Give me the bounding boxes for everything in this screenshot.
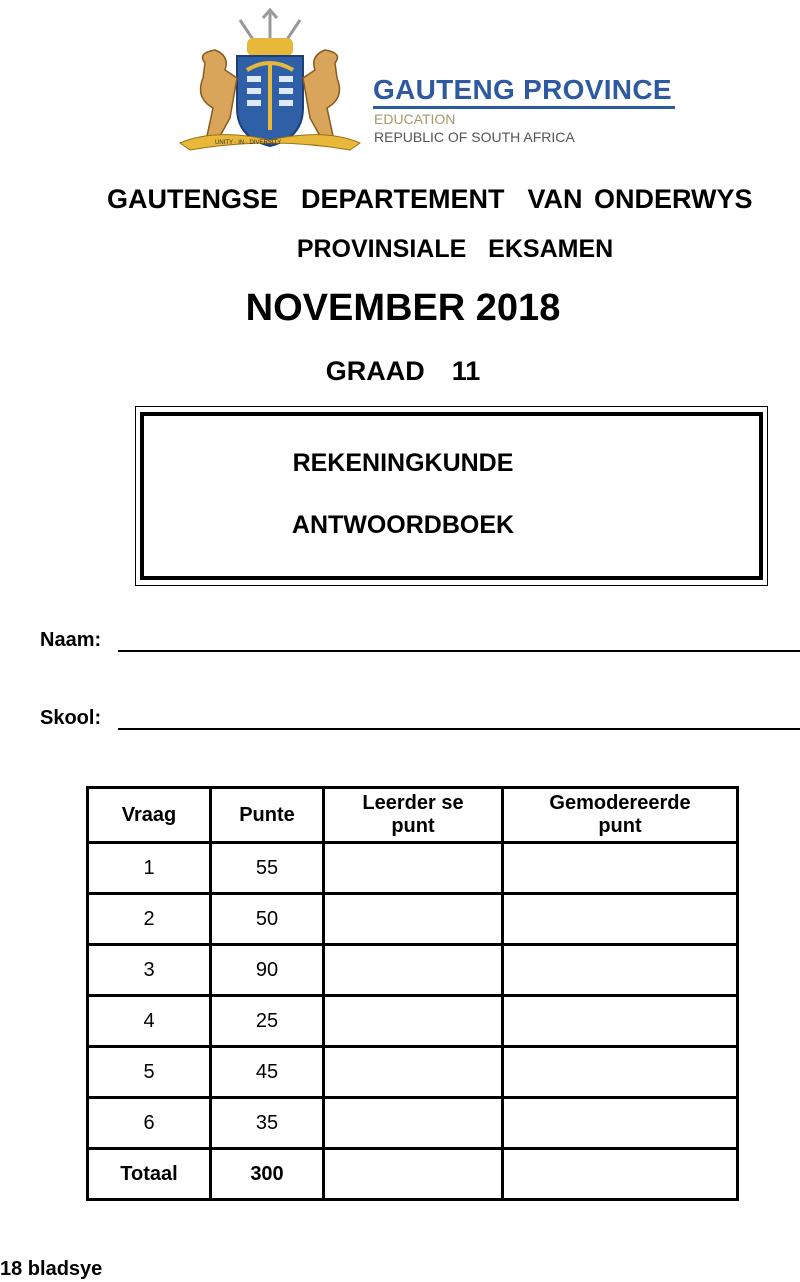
question-cell: 2 [88, 894, 211, 945]
marks-cell: 90 [211, 945, 324, 996]
title-box [140, 412, 763, 580]
moderated-mark-cell[interactable] [503, 1047, 738, 1098]
booklet-title: ANTWOORDBOEK [291, 511, 515, 539]
question-cell: 1 [88, 843, 211, 894]
marks-cell: 55 [211, 843, 324, 894]
logo-title: GAUTENG PROVINCE [373, 74, 672, 105]
exam-date: NOVEMBER 2018 [245, 287, 561, 329]
total-marks: 300 [211, 1149, 324, 1200]
table-row [88, 945, 738, 996]
marks-cell: 50 [211, 894, 324, 945]
name-label: Naam: [40, 629, 102, 651]
table-row [88, 996, 738, 1047]
question-cell: 3 [88, 945, 211, 996]
logo-country: REPUBLIC OF SOUTH AFRICA [374, 129, 575, 145]
header-moderated-mark [503, 788, 738, 843]
question-cell: 5 [88, 1047, 211, 1098]
marks-cell: 45 [211, 1047, 324, 1098]
marks-table [86, 786, 739, 1201]
header-moderated-mark-text: Gemodereerde punt [549, 792, 691, 837]
question-cell: 6 [88, 1098, 211, 1149]
learner-total-cell[interactable] [324, 1149, 503, 1200]
learner-mark-cell[interactable] [324, 843, 503, 894]
learner-mark-cell[interactable] [324, 1098, 503, 1149]
table-row [88, 1098, 738, 1149]
grade-heading: GRAAD 11 [325, 356, 481, 386]
moderated-mark-cell[interactable] [503, 996, 738, 1047]
table-header-row [88, 788, 738, 843]
coat-of-arms-logo [175, 8, 365, 153]
moderated-mark-cell[interactable] [503, 894, 738, 945]
header-marks: Punte [211, 788, 324, 843]
header-learner-mark [324, 788, 503, 843]
table-row [88, 1047, 738, 1098]
moderated-mark-cell[interactable] [503, 843, 738, 894]
moderated-total-cell[interactable] [503, 1149, 738, 1200]
learner-mark-cell[interactable] [324, 996, 503, 1047]
moderated-mark-cell[interactable] [503, 1098, 738, 1149]
department-heading: GAUTENGSE DEPARTEMENT VAN ONDERWYS [107, 184, 753, 214]
subject-title: REKENINGKUNDE [292, 449, 514, 477]
header-learner-mark-text: Leerder se punt [362, 792, 464, 837]
learner-mark-cell[interactable] [324, 945, 503, 996]
table-row [88, 894, 738, 945]
school-input-line[interactable] [118, 728, 800, 730]
motto-text: UNITY · IN · DIVERSITY [215, 140, 282, 146]
learner-mark-cell[interactable] [324, 1047, 503, 1098]
moderated-mark-cell[interactable] [503, 945, 738, 996]
school-label: Skool: [40, 707, 102, 729]
logo-underline [373, 106, 675, 109]
question-cell: 4 [88, 996, 211, 1047]
table-row [88, 843, 738, 894]
marks-cell: 35 [211, 1098, 324, 1149]
learner-mark-cell[interactable] [324, 894, 503, 945]
page-count: 18 bladsye [0, 1258, 103, 1280]
total-label: Totaal [88, 1149, 211, 1200]
table-total-row [88, 1149, 738, 1200]
name-input-line[interactable] [118, 650, 800, 652]
logo-department: EDUCATION [374, 111, 456, 127]
marks-cell: 25 [211, 996, 324, 1047]
exam-heading: PROVINSIALE EKSAMEN [296, 235, 614, 263]
header-question: Vraag [88, 788, 211, 843]
